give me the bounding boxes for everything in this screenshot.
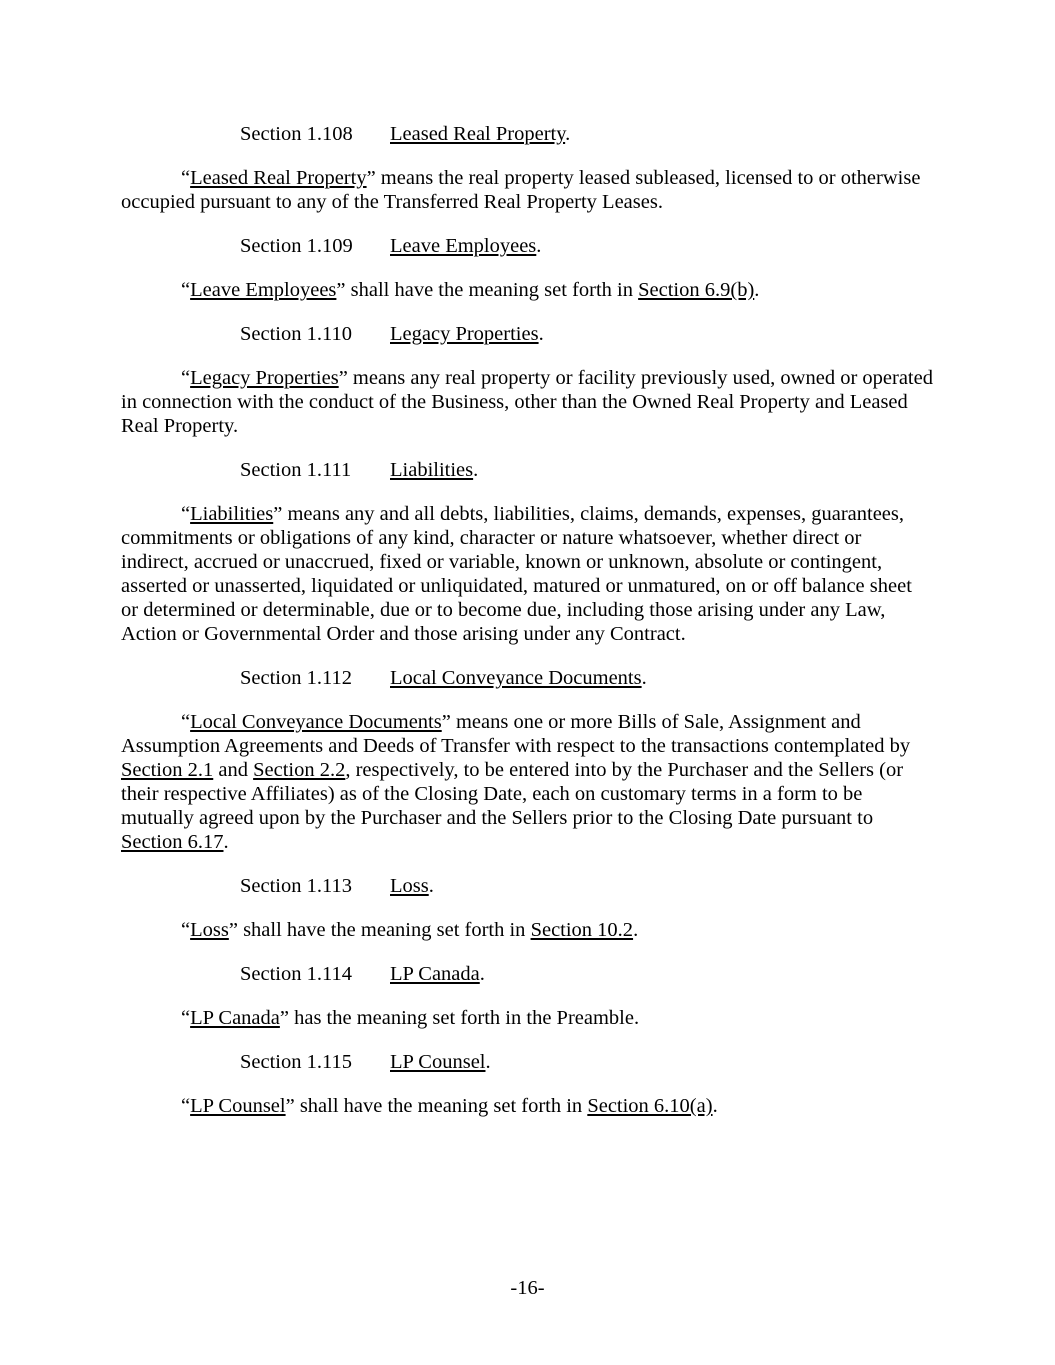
section-ref: Section 6.9(b): [638, 279, 755, 301]
section-heading-1-108: [121, 122, 933, 146]
open-quote: “: [181, 1095, 191, 1117]
defined-term: Liabilities: [190, 503, 274, 525]
body-text: ” shall have the meaning set forth in: [285, 1095, 588, 1117]
body-text: ” means any and all debts, liabilities, claims, demands, expenses, guarantees, commitments or obligations of any kind, character or nature whatsoever, whether direct or indirect, accrued or unaccrued, fixed or variable, known or unknown, absolute or contingent, asserted or unasserted, liquidated or unliquidated, matured or unmatured, on or off balance sheet or determined or determinable, due or to become due, including those arising under any Law, Action or Governmental Order and those arising under any Contract.: [121, 503, 912, 645]
defined-term: Leased Real Property: [190, 167, 367, 189]
defined-term: LP Canada: [190, 1007, 280, 1029]
section-ref: Section 10.2: [530, 919, 634, 941]
section-title: LP Counsel: [390, 1051, 486, 1073]
body-text: ” means the real property leased subleased, licensed to or otherwise occupied pursuant to any of the Transferred Real Property Leases.: [121, 167, 921, 213]
section-title-period: .: [428, 875, 434, 897]
definition-lp-canada: [121, 1006, 933, 1030]
section-title: Loss: [390, 875, 429, 897]
definition-leased-real-property: [121, 166, 933, 214]
section-ref: Section 6.10(a): [587, 1095, 713, 1117]
section-title-period: .: [538, 323, 544, 345]
section-number: Section 1.111: [240, 459, 352, 481]
body-text: .: [633, 919, 639, 941]
section-number: Section 1.110: [240, 323, 352, 345]
body-text: ” shall have the meaning set forth in: [228, 919, 531, 941]
body-text: ” means one or more Bills of Sale, Assignment and Assumption Agreements and Deeds of Transfer with respect to the transactions contemplated by: [121, 711, 911, 757]
body-text: and: [213, 759, 254, 781]
section-title: Leased Real Property: [390, 123, 566, 145]
section-title-period: .: [473, 459, 479, 481]
section-title: LP Canada: [390, 963, 480, 985]
section-heading-1-111: [121, 458, 933, 482]
open-quote: “: [181, 1007, 191, 1029]
section-heading-1-114: [121, 962, 933, 986]
definition-lp-counsel: [121, 1094, 933, 1118]
section-ref: Section 2.2: [253, 759, 346, 781]
section-heading-1-109: [121, 234, 933, 258]
open-quote: “: [181, 367, 191, 389]
defined-term: LP Counsel: [190, 1095, 286, 1117]
defined-term: Leave Employees: [190, 279, 337, 301]
open-quote: “: [181, 919, 191, 941]
body-text: ” has the meaning set forth in the Preamble.: [279, 1007, 640, 1029]
definition-legacy-properties: [121, 366, 933, 438]
open-quote: “: [181, 711, 191, 733]
definition-liabilities: [121, 502, 933, 646]
defined-term: Local Conveyance Documents: [190, 711, 442, 733]
section-title-period: .: [536, 235, 542, 257]
section-ref: Section 6.17: [121, 831, 224, 853]
open-quote: “: [181, 279, 191, 301]
section-number: Section 1.113: [240, 875, 352, 897]
body-text: .: [223, 831, 229, 853]
section-title: Legacy Properties: [390, 323, 539, 345]
defined-term: Loss: [190, 919, 229, 941]
body-text: .: [754, 279, 760, 301]
section-title: Liabilities: [390, 459, 474, 481]
section-ref: Section 2.1: [121, 759, 214, 781]
section-heading-1-113: [121, 874, 933, 898]
section-heading-1-112: [121, 666, 933, 690]
section-heading-1-115: [121, 1050, 933, 1074]
section-title-period: .: [485, 1051, 491, 1073]
section-number: Section 1.115: [240, 1051, 352, 1073]
body-text: ” means any real property or facility previously used, owned or operated in connection with the conduct of the Business, other than the Owned Real Property and Leased Real Property.: [121, 367, 933, 437]
section-number: Section 1.109: [240, 235, 353, 257]
body-text: ” shall have the meaning set forth in: [336, 279, 639, 301]
defined-term: Legacy Properties: [190, 367, 339, 389]
section-heading-1-110: [121, 322, 933, 346]
page-number: -16-: [510, 1277, 545, 1299]
body-text: , respectively, to be entered into by the Purchaser and the Sellers (or their respective Affiliates) as of the Closing Date, each on customary terms in a form to be mutually agreed upon by the Purchaser and the Sellers prior to the Closing Date pursuant to: [121, 759, 904, 829]
section-number: Section 1.114: [240, 963, 352, 985]
section-number: Section 1.108: [240, 123, 353, 145]
definition-leave-employees: [121, 278, 933, 302]
section-title: Leave Employees: [390, 235, 537, 257]
section-title-period: .: [479, 963, 485, 985]
section-title-period: .: [565, 123, 571, 145]
page-content: [121, 122, 933, 1138]
section-title-period: .: [641, 667, 647, 689]
page-footer: [0, 1276, 1055, 1300]
definition-loss: [121, 918, 933, 942]
open-quote: “: [181, 167, 191, 189]
open-quote: “: [181, 503, 191, 525]
definition-local-conveyance-documents: [121, 710, 933, 854]
section-title: Local Conveyance Documents: [390, 667, 642, 689]
section-number: Section 1.112: [240, 667, 352, 689]
body-text: .: [712, 1095, 718, 1117]
